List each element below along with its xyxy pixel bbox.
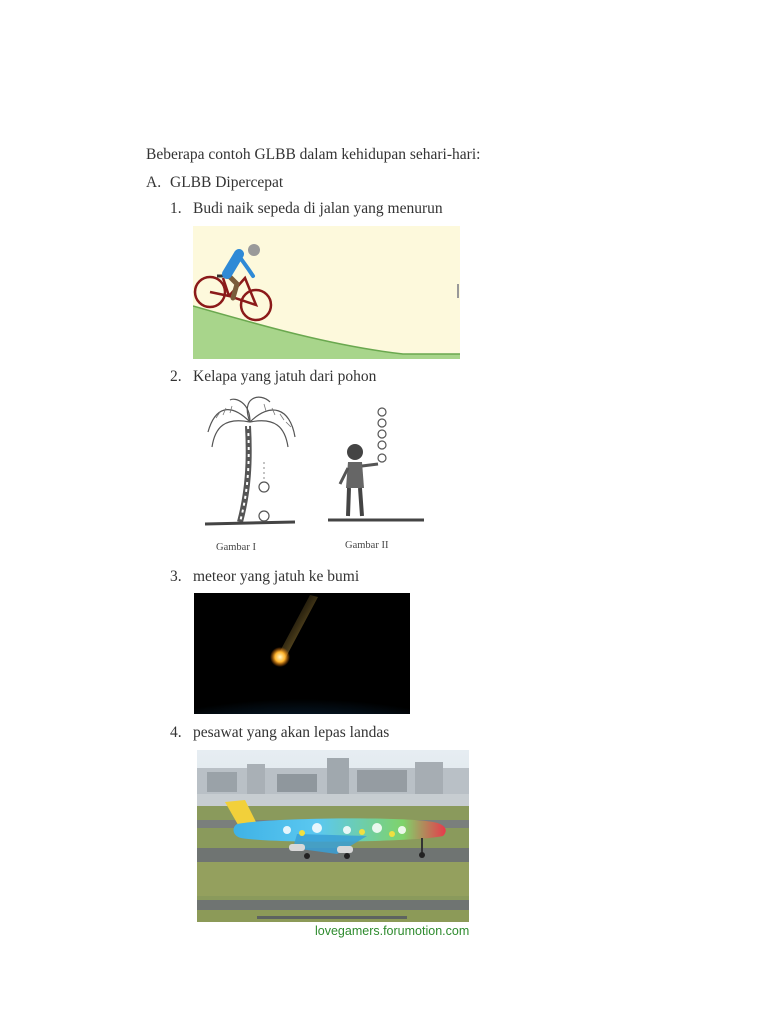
caption-gambar-2: Gambar II [345,540,389,551]
item-1-text: Budi naik sepeda di jalan yang menurun [193,200,443,217]
section-title: GLBB Dipercepat [170,174,284,191]
coconut-fall-image [200,392,430,564]
meteor-image [194,593,410,714]
airplane-takeoff-image [197,750,469,922]
section-marker: A. [146,174,162,191]
item-2-number: 2. [170,368,182,385]
item-4-text: pesawat yang akan lepas landas [193,724,390,741]
item-1-number: 1. [170,200,182,217]
intro-text: Beberapa contoh GLBB dalam kehidupan sehari-hari: [146,146,481,163]
image-credit: lovegamers.forumotion.com [315,924,470,938]
item-2-text: Kelapa yang jatuh dari pohon [193,368,377,385]
item-3-text: meteor yang jatuh ke bumi [193,568,360,585]
item-3-number: 3. [170,568,182,585]
cyclist-downhill-image [193,226,460,359]
caption-gambar-1: Gambar I [216,542,256,553]
item-4-number: 4. [170,724,182,741]
